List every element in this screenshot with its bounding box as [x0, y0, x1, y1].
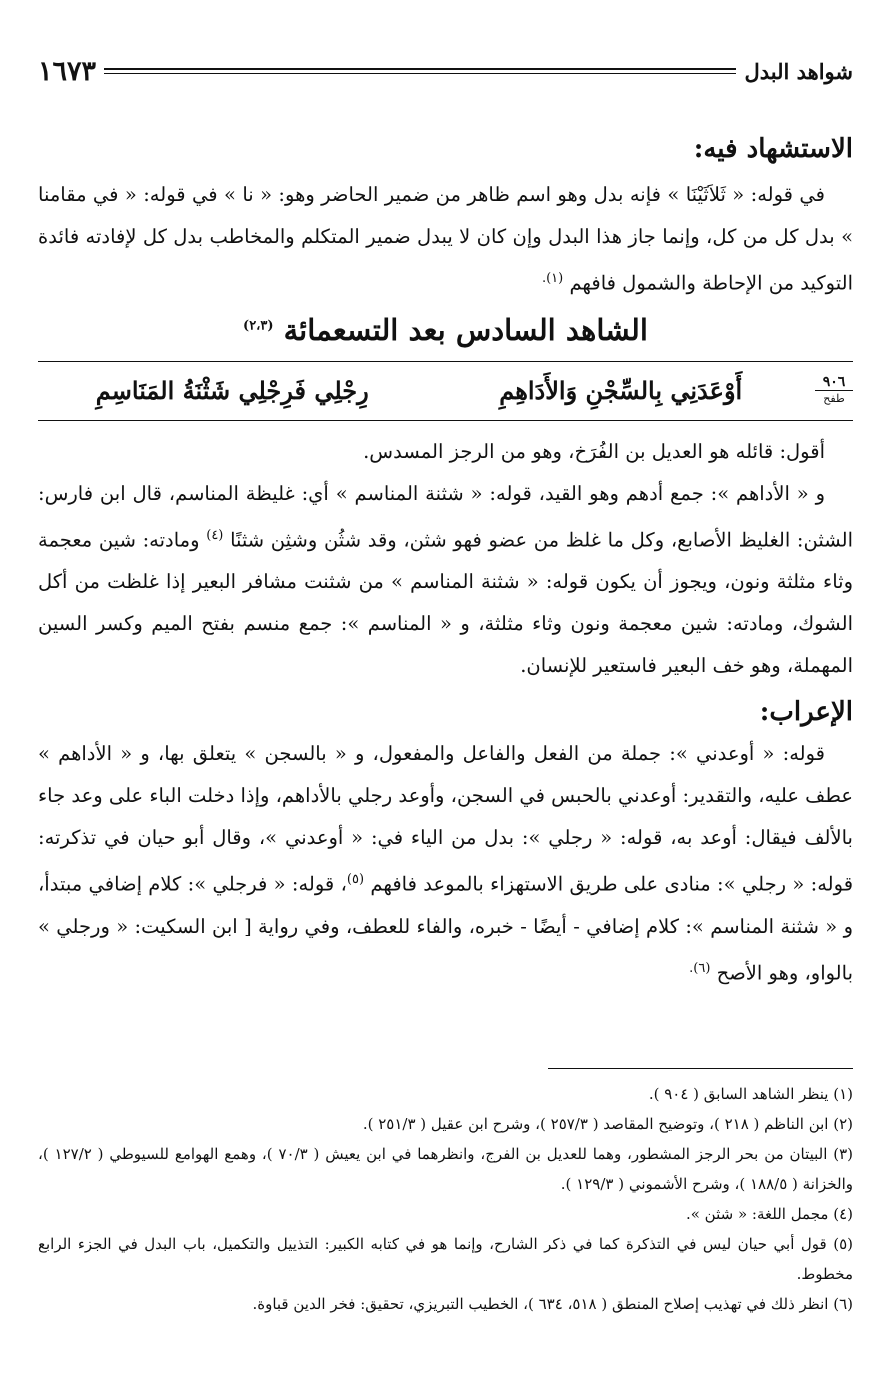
aqul-paragraph-2	[38, 473, 853, 688]
page-body	[38, 52, 853, 994]
running-header	[38, 52, 853, 90]
aqul-paragraph-1: أقول: قائله هو العديل بن الفُرَخ، وهو من الرجز المسدس.	[363, 439, 825, 463]
footnote-3: (٣) البيتان من بحر الرجز المشطور، وهما للعديل بن الفرج، وانظرهما في ابن يعيش ( ٧٠/٣ )، وهمع الهوامع للسيوطي ( ١٢٧/٢ )، والخزانة ( ١٨٨/٥ )، وشرح الأشموني ( ١٢٩/٣ ).	[38, 1145, 854, 1193]
header-rule	[104, 68, 736, 74]
aqul-text-2: و « الأداهم »: جمع أدهم وهو القيد، قوله: « شثنة المناسم » أي: غليظة المناسم، قال ابن فارس: الشثن: الغليظ الأصابع، وكل ما غلظ من عضو فهو شثن، وقد شثُن وشثِن شثنًا	[38, 481, 853, 551]
irab-paragraph	[38, 733, 853, 994]
footnote-ref-2-3: (٢،٣)	[243, 317, 274, 333]
footnote-ref-6: (٦).	[689, 960, 711, 976]
verse-hemistich-2: رِجْلِي فَرِجْلِي شَثْنَةُ المَنَاسِمِ	[95, 376, 369, 405]
verse-number	[815, 374, 853, 407]
footnote-ref-1: (١).	[541, 271, 564, 286]
shahid-title-text: الشاهد السادس بعد التسعمائة	[283, 312, 648, 347]
footnote-ref-5: (٥)	[346, 872, 365, 887]
verse-hemistich-1: أَوْعَدَنِي بِالسِّجْنِ وَالأَدَاهِمِ	[499, 376, 743, 405]
chapter-title: شواهد البدل	[744, 58, 853, 84]
verse-number-value: ٩٠٦	[822, 374, 846, 390]
footnote-divider	[548, 1068, 853, 1069]
footnote-6: (٦) انظر ذلك في تهذيب إصلاح المنطق ( ٥١٨، ٦٣٤ )، الخطيب التبريزي، تحقيق: فخر الدين قباوة.	[252, 1295, 853, 1313]
verse-box	[38, 361, 853, 421]
verse-meter-label: طفح	[815, 390, 853, 407]
istishhad-text: في قوله: « ثَلاَثَيْنَا » فإنه بدل وهو اسم ظاهر من ضمير الحاضر وهو: « نا » في قوله: « في مقامنا » بدل كل من كل، وإنما جاز هذا البدل وإن كان لا يبدل ضمير المتكلم والمخاطب بدل كل لإفادته فائدة التوكيد من الإحاطة والشمول فافهم	[38, 183, 853, 295]
footnote-ref-4: (٤)	[206, 527, 224, 543]
aqul-text-2b: ومادته: شين معجمة وثاء مثلثة ونون، ويجوز أن يكون قوله: « شثنة المناسم » من شثنت مشافر البعير إذا غلظت من أكل الشوك، ومادته: شين معجمة ونون وثاء مثلثة، و « المناسم »: جمع منسم بفتح الميم وكسر السين المهملة، وهو خف البعير فاستعير للإنسان.	[38, 528, 853, 677]
footnote-5: (٥) قول أبي حيان ليس في التذكرة كما في ذكر الشارح، وإنما هو في كتابه الكبير: التذييل والتكميل، باب البدل في الجزء الرابع مخطوط.	[38, 1235, 853, 1283]
page-number: ١٦٧٣	[38, 55, 97, 87]
footnote-2: (٢) ابن الناظم ( ٢١٨ )، وتوضيح المقاصد ( ٢٥٧/٣ )، وشرح ابن عقيل ( ٢٥١/٣ ).	[362, 1115, 853, 1133]
irab-text-1: قوله: « أوعدني »: جملة من الفعل والفاعل والمفعول، و « بالسجن » يتعلق بها، و « الأداهم » عطف عليه، والتقدير: أوعدني بالحبس في السجن، وأوعد رجلي بالأداهم، وإذا دخلت الباء على وعد جاء بالألف فيقال: أوعد به، قوله: « رجلي »: بدل من الياء في: « أوعدني »، وقال أبو حيان في تذكرته: قوله: « رجلي »: منادى على طريق الاستهزاء بالموعد فافهم	[38, 742, 854, 896]
istishhad-paragraph	[38, 174, 853, 305]
section-heading-istishhad: الاستشهاد فيه:	[693, 134, 853, 164]
footnote-1: (١) ينظر الشاهد السابق ( ٩٠٤ ).	[648, 1085, 853, 1103]
shahid-title	[38, 313, 853, 347]
footnote-4: (٤) مجمل اللغة: « شثن ».	[685, 1205, 853, 1223]
section-heading-irab: الإعراب:	[759, 697, 853, 727]
irab-text-1b: ، قوله: « فرجلي »: كلام إضافي مبتدأ، و « شثنة المناسم »: كلام إضافي - أيضًا - خبره، والفاء للعطف، وفي رواية [ ابن السكيت: « ورجلي » بالواو، وهو الأصح	[38, 872, 853, 984]
footnotes	[38, 1068, 853, 1319]
